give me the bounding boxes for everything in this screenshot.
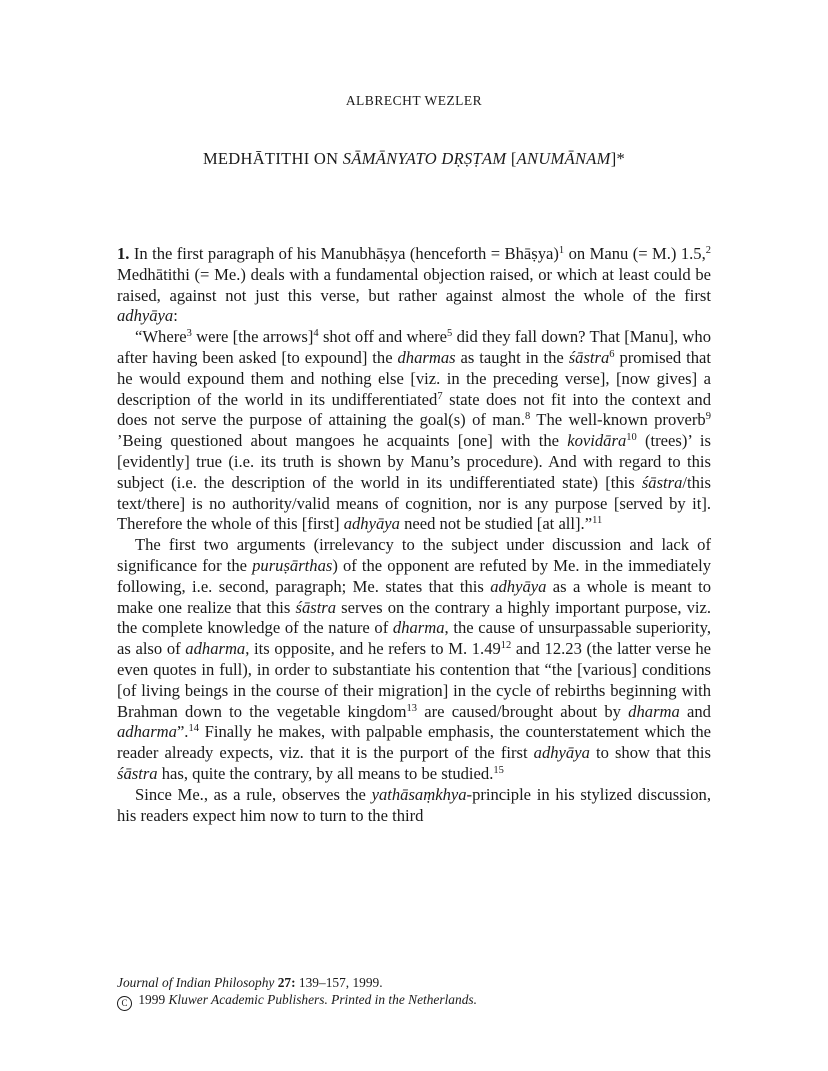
publisher-line: Kluwer Academic Publishers. Printed in the Netherlands. xyxy=(168,992,477,1007)
text-run: In the first paragraph of his Manubhāṣya (henceforth = Bhāṣya) xyxy=(129,244,559,263)
text-run: Since Me., as a rule, observes the xyxy=(135,784,372,804)
body-paragraph xyxy=(117,327,711,535)
text-run: /this text/there] is no authority/valid means of cognition, nor is any purpose [served by it]. Therefore the whole of this [first] xyxy=(117,472,711,534)
copyright-icon: C xyxy=(117,996,132,1011)
title-text-bracket: [ xyxy=(506,149,517,168)
body-paragraph xyxy=(117,244,711,327)
text-run: : xyxy=(173,306,178,326)
italic-term: puruṣārthas xyxy=(252,555,333,575)
text-run: , its opposite, and he refers to M. 1.49 xyxy=(245,639,501,659)
italic-term: dharma xyxy=(628,701,680,721)
copyright-line xyxy=(117,991,717,1011)
text-run: and 12.23 (the latter verse he even quotes in full), in order to substantiate his contention that “the [various] conditions [of living beings in the course of their migration] in the cycle of rebirths beginning with Brahman down to the vegetable kingdom xyxy=(117,639,711,721)
text-run: serves on the contrary a highly important purpose, viz. the complete knowledge of the nature of xyxy=(117,597,712,638)
text-run: as a whole is meant to make one realize that this xyxy=(117,576,711,617)
footnote-marker: 13 xyxy=(406,702,418,714)
italic-term: adharma xyxy=(117,722,177,742)
article-body xyxy=(117,244,711,826)
text-run: has, quite the contrary, by all means to be studied. xyxy=(157,763,494,783)
title-italic-term: SĀMĀNYATO DṚṢṬAM xyxy=(342,149,507,168)
text-run: and xyxy=(679,701,711,721)
footnote-marker: 4 xyxy=(313,328,319,340)
footnote-marker: 5 xyxy=(447,328,453,340)
text-run: “Where xyxy=(135,327,187,347)
text-run: Finally he makes, with palpable emphasis, the counterstatement which the reader already expects, viz. that it is the purport of the first xyxy=(117,722,711,763)
page-footer xyxy=(117,974,717,1011)
footnote-marker: 7 xyxy=(437,390,443,402)
title-text: MEDHĀTITHI ON xyxy=(202,149,343,168)
italic-term: adharma xyxy=(185,639,246,659)
text-run: on Manu (= M.) 1.5, xyxy=(564,244,706,263)
italic-term: adhyāya xyxy=(533,743,590,763)
italic-term: śāstra xyxy=(641,472,683,492)
footnote-marker: 8 xyxy=(524,411,531,423)
text-run: -principle in his stylized discussion, his readers expect him now to turn to the third xyxy=(117,784,711,825)
text-run: did they fall down? That [Manu], who after having been asked [to expound] the xyxy=(117,327,711,367)
footnote-marker: 2 xyxy=(705,245,711,256)
text-run: were [the arrows] xyxy=(191,327,314,347)
section-number: 1. xyxy=(117,244,130,263)
text-run: , the cause of unsurpassable superiority, as also of xyxy=(117,618,711,659)
text-run: (trees)’ is [evidently] true (i.e. its truth is shown by Manu’s procedure). And with regard to this subject (i.e. the description of the world in its undifferentiated state) [this xyxy=(117,431,711,492)
text-run: state does not fit into the context and does not serve the purpose of attaining the goal(s) of man. xyxy=(117,389,711,430)
italic-term: śāstra xyxy=(295,597,337,617)
italic-term: dharmas xyxy=(397,347,456,367)
text-run: are caused/brought about by xyxy=(417,701,629,721)
text-run: promised that he would expound them and nothing else [viz. in the preceding verse], [now gives] a description of the world in its undifferentiated xyxy=(117,347,711,409)
italic-term: śāstra xyxy=(568,347,610,367)
footnote-marker: 15 xyxy=(493,764,504,776)
text-run: ) of the opponent are refuted by Me. in the immediately following, i.e. second, paragraph; Me. states that this xyxy=(117,555,712,596)
text-run: Medhātithi (= Me.) deals with a fundamental objection raised, or which at least could be raised, against not just this verse, but rather against almost the whole of the first xyxy=(117,264,711,305)
footnote-marker: 12 xyxy=(500,640,512,652)
body-paragraph xyxy=(117,535,711,785)
text-run: The first two arguments (irrelevancy to the subject under discussion and lack of significance for the xyxy=(117,535,711,575)
body-paragraph xyxy=(117,785,711,827)
italic-term: yathāsaṃkhya xyxy=(371,784,467,804)
title-italic-term-2: ANUMĀNAM xyxy=(516,149,611,168)
article-title xyxy=(0,149,828,169)
text-run: need not be studied [at all].” xyxy=(399,514,593,534)
footnote-marker: 9 xyxy=(705,411,711,423)
author-name: ALBRECHT WEZLER xyxy=(345,93,483,108)
italic-term: kovidāra xyxy=(567,431,627,451)
journal-citation xyxy=(117,974,717,991)
title-text-end: ]* xyxy=(610,149,626,168)
italic-term: dharma xyxy=(392,618,445,638)
journal-pages: 139–157, 1999. xyxy=(298,975,383,990)
italic-term: adhyāya xyxy=(490,576,547,596)
text-run: as taught in the xyxy=(455,347,569,367)
copyright-year: 1999 xyxy=(138,992,166,1007)
text-run: ”. xyxy=(176,722,189,742)
journal-volume: 27: xyxy=(277,975,296,990)
italic-term: śāstra xyxy=(117,763,158,783)
footnote-marker: 3 xyxy=(186,328,192,340)
footnote-marker: 10 xyxy=(626,432,637,444)
text-run: shot off and where xyxy=(318,327,448,347)
text-run: ’Being questioned about mangoes he acquaints [one] with the xyxy=(117,431,568,451)
text-run: to show that this xyxy=(589,743,711,763)
italic-term: adhyāya xyxy=(343,514,400,534)
footnote-marker: 1 xyxy=(558,245,565,256)
journal-name: Journal of Indian Philosophy xyxy=(117,975,275,990)
text-run: The well-known proverb xyxy=(530,410,706,430)
italic-term: adhyāya xyxy=(117,306,174,326)
footnote-marker: 6 xyxy=(609,348,615,360)
footnote-marker: 11 xyxy=(592,515,603,527)
footnote-marker: 14 xyxy=(188,723,199,735)
